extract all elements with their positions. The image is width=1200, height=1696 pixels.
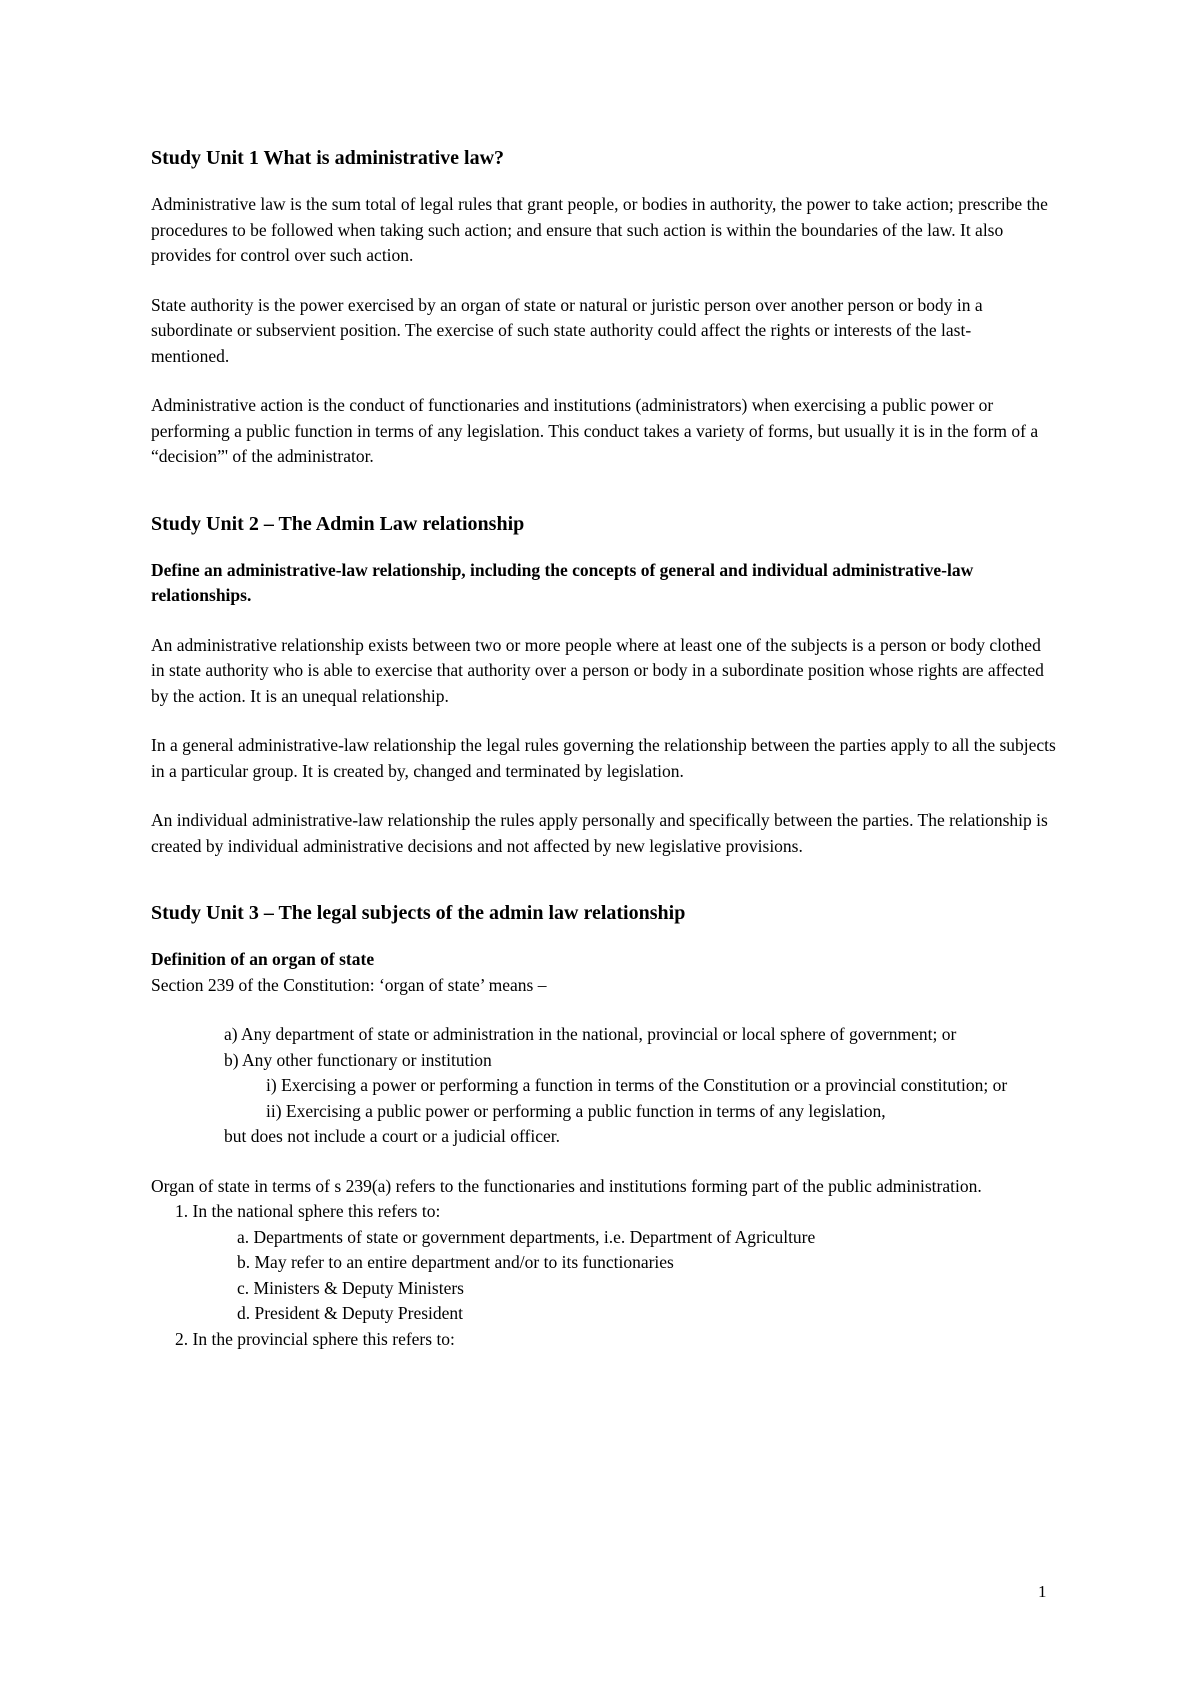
unit2-question: Define an administrative-law relationship, including the concepts of general and individual administrative-law relationships. (151, 559, 974, 605)
definition-item-a: a) Any department of state or administration in the national, provincial or local sphere of government; or (224, 1024, 957, 1044)
unit2-paragraph: An administrative relationship exists between two or more people where at least one of the subjects is a person or body clothed in state authority who is able to exercise that authority over a person or body in a subordinate position whose rights are affected by the action. It is an unequal relationship. (151, 634, 1044, 706)
national-sphere-item: b. May refer to an entire department and/or to its functionaries (237, 1252, 674, 1272)
definition-exclusion: but does not include a court or a judicial officer. (224, 1126, 560, 1146)
unit3-intro: Section 239 of the Constitution: ‘organ of state’ means – (151, 974, 547, 995)
document-body (151, 145, 1071, 1352)
unit1-paragraph: Administrative action is the conduct of functionaries and institutions (administrators) when exercising a public power or performing a public function in terms of any legislation. This conduct takes a variety of forms, but usually it is in the form of a “decision”' of the administrator. (151, 395, 1039, 466)
national-sphere-item: c. Ministers & Deputy Ministers (237, 1277, 464, 1298)
definition-item-b-ii: ii) Exercising a public power or performing a public function in terms of any legislation, (266, 1100, 886, 1121)
unit1-paragraph: Administrative law is the sum total of legal rules that grant people, or bodies in authority, the power to take action; prescribe the procedures to be followed when taking such action; and ensure that such action is within the boundaries of the law. It also provides for control over such action. (151, 194, 1048, 265)
definition-item-b: b) Any other functionary or institution (224, 1049, 492, 1070)
national-sphere-heading: 1. In the national sphere this refers to: (175, 1201, 441, 1221)
provincial-sphere-heading: 2. In the provincial sphere this refers to: (175, 1328, 455, 1349)
unit1-heading: Study Unit 1 What is administrative law? (151, 147, 505, 169)
national-sphere-item: d. President & Deputy President (237, 1303, 464, 1323)
page-number: 1 (1038, 1582, 1047, 1601)
unit3-subheading: Definition of an organ of state (151, 949, 375, 969)
national-sphere-item: a. Departments of state or government departments, i.e. Department of Agriculture (237, 1226, 816, 1247)
unit2-heading: Study Unit 2 – The Admin Law relationship (151, 512, 525, 535)
unit1-paragraph: State authority is the power exercised by an organ of state or natural or juristic person over another person or body in a subordinate or subservient position. The exercise of such state authority could affect the rights or interests of the last-mentioned. (151, 294, 983, 366)
definition-item-b-i: i) Exercising a power or performing a function in terms of the Constitution or a provincial constitution; or (266, 1075, 1008, 1095)
unit2-paragraph: In a general administrative-law relationship the legal rules governing the relationship between the parties apply to all the subjects in a particular group. It is created by, changed and terminated by legislation. (151, 735, 1056, 781)
unit2-paragraph: An individual administrative-law relationship the rules apply personally and specifically between the parties. The relationship is created by individual administrative decisions and not affected by new legislative provisions. (151, 810, 1048, 856)
organ-of-state-text: Organ of state in terms of s 239(a) refers to the functionaries and institutions forming part of the public administration. (151, 1175, 982, 1196)
unit3-heading: Study Unit 3 – The legal subjects of the admin law relationship (151, 902, 686, 924)
